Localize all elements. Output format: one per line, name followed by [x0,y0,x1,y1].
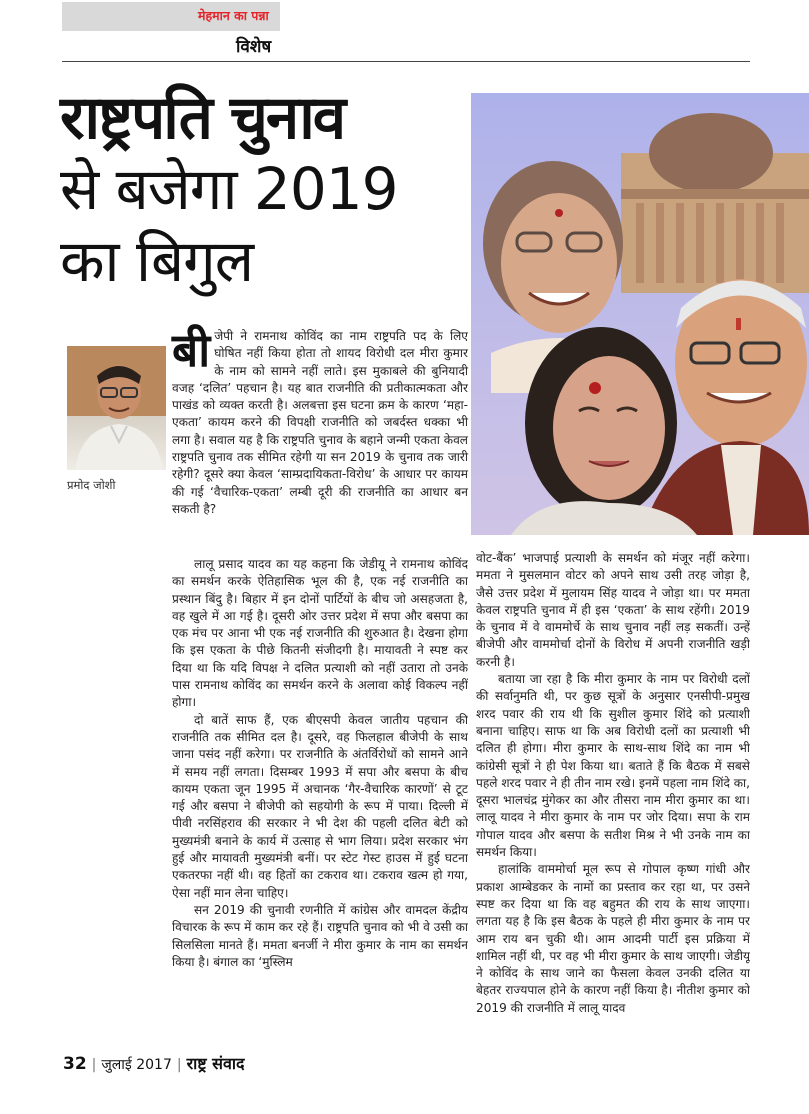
paragraph: सन 2019 की चुनावी रणनीति में कांग्रेस और वामदल केंद्रीय विचारक के रूप में काम कर रहे हैं। राष्ट्रपति चुनाव को भी वे उसी का सिलसिला मानते हैं। ममता बनर्जी ने मीरा कुमार के नाम का समर्थन किया है। बंगाल का ‘मुस्लिम [172,902,468,969]
page-number: 32 [63,1054,87,1074]
author-photo [67,346,166,470]
footer-separator: | [91,1057,97,1073]
section-banner [62,2,280,31]
drop-cap: बी [172,323,211,377]
headline-line-2: से बजेगा 2019 [60,155,398,223]
footer-separator: | [176,1057,182,1073]
magazine-name: राष्ट्र संवाद [186,1054,245,1073]
paragraph: दो बातें साफ हैं, एक बीएसपी केवल जातीय पहचान की राजनीति तक सीमित दल है। दूसरे, वह फिलहाल बीजेपी के साथ जाना पसंद नहीं करेगा। पर राजनीति के अंतर्विरोधों को सामने आने में समय नहीं लगता। दिसम्बर 1993 में सपा और बसपा के बीच कायम एकता जून 1995 में अचानक ‘गैर-वैचारिक कारणों’ से टूट गई और बसपा ने बीजेपी को सहयोगी के रूप में पाया। दिल्ली में पीवी नरसिंहराव की सरकार ने भी देश की पहली दलित बेटी को मुख्यमंत्री बनाने के कार्य में उत्साह से भाग लिया। प्रदेश सरकार भंग हुई और मायावती मुख्यमंत्री बनीं। पर स्टेट गेस्ट हाउस में हुई घटना एकतरफा नहीं थी। वह हितों का टकराव था। टकराव खत्म हो गया, ऐसा नहीं मान लेना चाहिए। [172,712,468,900]
lead-paragraph: जेपी ने रामनाथ कोविंद का नाम राष्ट्रपति पद के लिए घोषित नहीं किया होता तो शायद विरोधी दल मीरा कुमार के नाम को सामने नहीं लाते। इस मुकाबले की बुनियादी वजह ‘दलित’ पहचान है। यह बात राजनीति की प्रतीकात्मकता और पाखंड को व्यक्त करती है। अलबत्ता इस घटना क्रम के कारण ‘महा-एकता’ कायम करने की विपक्षी राजनीति को जबर्दस्त धक्का भी लगा है। सवाल यह है कि राष्ट्रपति चुनाव के बहाने जन्मी एकता केवल राष्ट्रपति चुनाव तक सीमित रहेगी या सन 2019 के चुनाव तक जारी रहेगी? दूसरे क्या केवल ‘साम्प्रदायिकता-विरोध’ के आधार पर कायम की गई ‘वैचारिक-एकता’ लम्बी दूरी की राजनीति का आधार बन सकती है? [172,329,468,516]
page-footer [63,1052,245,1074]
author-name: प्रमोद जोशी [67,478,116,492]
paragraph: हालांकि वाममोर्चा मूल रूप से गोपाल कृष्ण गांधी और प्रकाश आम्बेडकर के नामों का प्रस्ताव कर रहा था, पर उसने स्पष्ट कर दिया था कि वह बहुमत की राय के साथ जाएगा। लगता यह है कि इस बैठक के पहले ही मीरा कुमार के नाम पर आम राय बन चुकी थी। आम आदमी पार्टी इस प्रक्रिया में शामिल नहीं थी, पर वह भी मीरा कुमार के साथ जाएगी। जेडीयू ने कोविंद के साथ जाने का फैसला केवल उनकी दलित या बेहतर राज्यपाल होने के कारण नहीं किया है। नीतीश कुमार को 2019 की राजनीति में लालू यादव [476,862,750,1015]
article-lead [172,323,468,518]
author-portrait-illustration [67,346,166,470]
headline-line-3: का बिगुल [60,227,254,295]
article-column-left [172,556,468,1044]
paragraph: लालू प्रसाद यादव का यह कहना कि जेडीयू ने रामनाथ कोविंद का समर्थन करके ऐतिहासिक भूल की है, एक नई राजनीति का प्रस्थान बिंदु है। बिहार में इन दोनों पार्टियों के बीच जो असहजता है, वह खुले में आ गई है। दूसरी ओर उत्तर प्रदेश में सपा और बसपा का एक मंच पर आना भी एक नई राजनीति की शुरुआत है। देखना होगा कि इस एकता के पीछे कितनी संजीदगी है। मायावती ने स्पष्ट कर दिया था कि यदि विपक्ष ने दलित प्रत्याशी को नहीं उतारा तो उनके पास रामनाथ कोविंद का समर्थन करने के अलावा कोई विकल्प नहीं होगा। [172,557,468,710]
issue-date: जुलाई 2017 [101,1057,172,1073]
politicians-collage-illustration [471,93,809,535]
header-divider [62,61,750,62]
feature-photo [471,93,809,535]
paragraph: वोट-बैंक’ भाजपाई प्रत्याशी के समर्थन को मंजूर नहीं करेगा। ममता ने मुसलमान वोटर को अपने साथ उसी तरह जोड़ा है, जैसे उत्तर प्रदेश में मुलायम सिंह यादव ने जोड़ा था। पर ममता केवल राष्ट्रपति चुनाव में ही इस ‘एकता’ के साथ रहेंगी। 2019 के चुनाव में वे वाममोर्चे के साथ चुनाव नहीं लड़ सकतीं। उन्हें बीजेपी और वाममोर्चा दोनों के विरोध में अपनी राजनीति खड़ी करनी है। [476,551,750,669]
headline-line-1: राष्ट्रपति चुनाव [60,83,345,153]
paragraph: बताया जा रहा है कि मीरा कुमार के नाम पर विरोधी दलों की सर्वानुमति थी, पर कुछ सूत्रों के अनुसार एनसीपी-प्रमुख शरद पवार की राय थी कि सुशील कुमार शिंदे को प्रत्याशी बनाना चाहिए। साफ था कि अब विरोधी दलों का प्रत्याशी भी दलित ही होगा। मीरा कुमार के साथ-साथ शिंदे का नाम भी कांग्रेसी सूत्रों ने ही पेश किया था। बताते हैं कि बैठक में सबसे पहले शरद पवार ने ही तीन नाम रखे। इनमें पहला नाम शिंदे का, दूसरा भालचंद्र मुंगेकर का और तीसरा नाम मीरा कुमार का था। लालू यादव ने मीरा कुमार के नाम पर जोर दिया। सपा के राम गोपाल यादव और बसपा के सतीश मिश्र ने भी उनके नाम का समर्थन किया। [476,672,750,860]
article-column-right [476,550,750,1044]
section-label: विशेष [236,37,272,57]
banner-label: मेहमान का पन्ना [198,8,269,23]
